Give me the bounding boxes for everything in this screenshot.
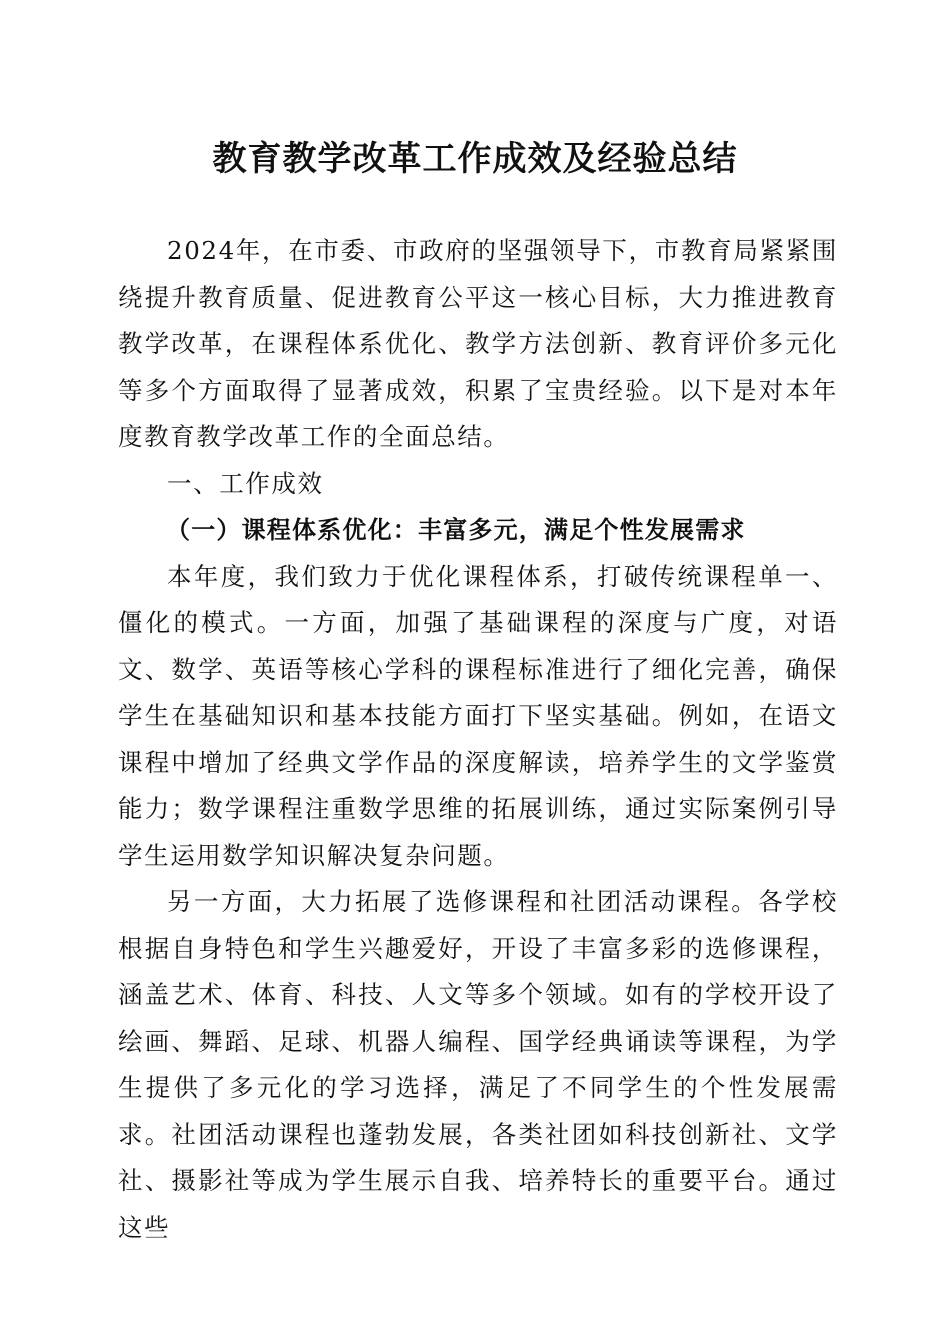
body-paragraph: 本年度，我们致力于优化课程体系，打破传统课程单一、僵化的模式。一方面，加强了基础课程的深度与广度，对语文、数学、英语等核心学科的课程标准进行了细化完善，确保学生在基础知识和基本技能方面打下坚实基础。例如，在语文课程中增加了经典文学作品的深度解读，培养学生的文学鉴赏能力；数学课程注重数学思维的拓展训练，通过实际案例引导学生运用数学知识解决复杂问题。 (118, 561, 838, 870)
body-paragraph: 另一方面，大力拓展了选修课程和社团活动课程。各学校根据自身特色和学生兴趣爱好，开设了丰富多彩的选修课程，涵盖艺术、体育、科技、人文等多个领域。如有的学校开设了绘画、舞蹈、足球、机器人编程、国学经典诵读等课程，为学生提供了多元化的学习选择，满足了不同学生的个性发展需求。社团活动课程也蓬勃发展，各类社团如科技创新社、文学社、摄影社等成为学生展示自我、培养特长的重要平台。通过这些 (118, 887, 838, 1242)
intro-paragraph: 2024年，在市委、市政府的坚强领导下，市教育局紧紧围绕提升教育质量、促进教育公平这一核心目标，大力推进教育教学改革，在课程体系优化、教学方法创新、教育评价多元化等多个方面取得了显著成效，积累了宝贵经验。以下是对本年度教育教学改革工作的全面总结。 (118, 236, 838, 451)
subsection-heading-curriculum: （一）课程体系优化：丰富多元，满足个性发展需求 (166, 515, 746, 544)
section-heading-work-results: 一、工作成效 (167, 468, 324, 498)
document-body (118, 228, 838, 1251)
document-title: 教育教学改革工作成效及经验总结 (212, 139, 738, 179)
